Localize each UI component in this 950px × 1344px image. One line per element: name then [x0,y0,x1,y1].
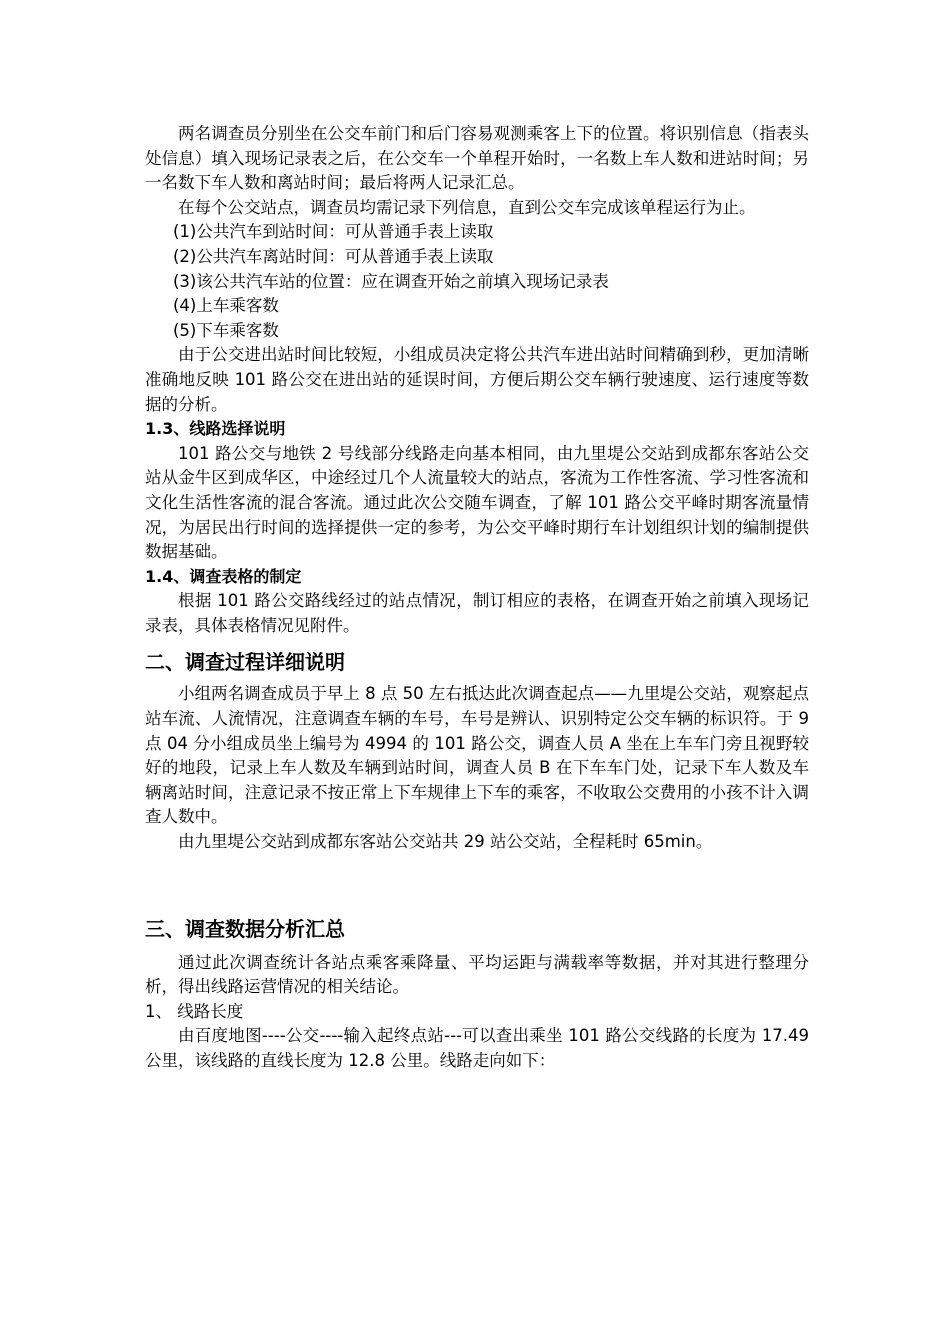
document-body [145,122,809,1074]
list-item: (4)上车乘客数 [173,296,279,316]
list-item: (3)该公共汽车站的位置：应在调查开始之前填入现场记录表 [173,271,609,291]
paragraph-observers: 两名调查员分别坐在公交车前门和后门容易观测乘客上下的位置。将识别信息（指表头处信息）填入现场记录表之后，在公交车一个单程开始时，一名数上车人数和进站时间；另一名数下车人数和离站时间；最后将两人记录汇总。 [145,124,809,193]
paragraph-station-info: 在每个公交站点，调查员均需记录下列信息，直到公交车完成该单程运行为止。 [178,197,756,217]
list-item: (1)公共汽车到站时间：可从普通手表上读取 [173,222,494,242]
paragraph-process: 小组两名调查成员于早上 8 点 50 左右抵达此次调查起点——九里堤公交站，观察起点站车流、人流情况，注意调查车辆的车号，车号是辨认、识别特定公交车辆的标识符。于 9 点 04 分小组成员坐上编号为 4994 的 101 路公交，调查人员 A 坐在上车车门旁且视野较好的地段，记录上车人数及车辆到站时间，调查人员 B 在下车车门处，记录下车人数及车辆离站时间，注意记录不按正常上下车规律上下车的乘客，不收取公交费用的小孩不计入调查人数中。 [145,684,809,827]
paragraph-analysis-intro: 通过此次调查统计各站点乘客乘降量、平均运距与满载率等数据，并对其进行整理分析，得出线路运营情况的相关结论。 [145,952,809,997]
section-heading-1-4: 1.4、调查表格的制定 [145,566,302,586]
chapter-heading-process: 二、调查过程详细说明 [145,650,345,675]
paragraph-duration: 由九里堤公交站到成都东客站公交站共 29 站公交站，全程耗时 65min。 [178,832,713,852]
paragraph-route-selection: 101 路公交与地铁 2 号线部分线路走向基本相同，由九里堤公交站到成都东客站公交站从金牛区到成华区，中途经过几个人流量较大的站点，客流为工作性客流、学习性客流和文化生活性客流的混合客流。通过此次公交随车调查，了解 101 路公交平峰时期客流量情况，为居民出行时间的选择提供一定的参考，为公交平峰时期行车计划组织计划的编制提供数据基础。 [145,443,809,562]
chapter-heading-analysis: 三、调查数据分析汇总 [145,916,345,941]
list-item: (5)下车乘客数 [173,320,279,340]
paragraph-table-design: 根据 101 路公交路线经过的站点情况，制订相应的表格，在调查开始之前填入现场记录表，具体表格情况见附件。 [145,591,809,635]
paragraph-route-length: 由百度地图----公交----输入起终点站---可以查出乘坐 101 路公交线路的长度为 17.49 公里，该线路的直线长度为 12.8 公里。线路走向如下： [145,1026,809,1070]
subheading-route-length: 1、 线路长度 [145,1001,244,1021]
list-item: (2)公共汽车离站时间：可从普通手表上读取 [173,246,494,266]
paragraph-precision: 由于公交进出站时间比较短，小组成员决定将公共汽车进出站时间精确到秒，更加清晰准确地反映 101 路公交在进出站的延误时间，方便后期公交车辆行驶速度、运行速度等数据的分析。 [145,345,809,414]
section-heading-1-3: 1.3、线路选择说明 [145,419,286,439]
